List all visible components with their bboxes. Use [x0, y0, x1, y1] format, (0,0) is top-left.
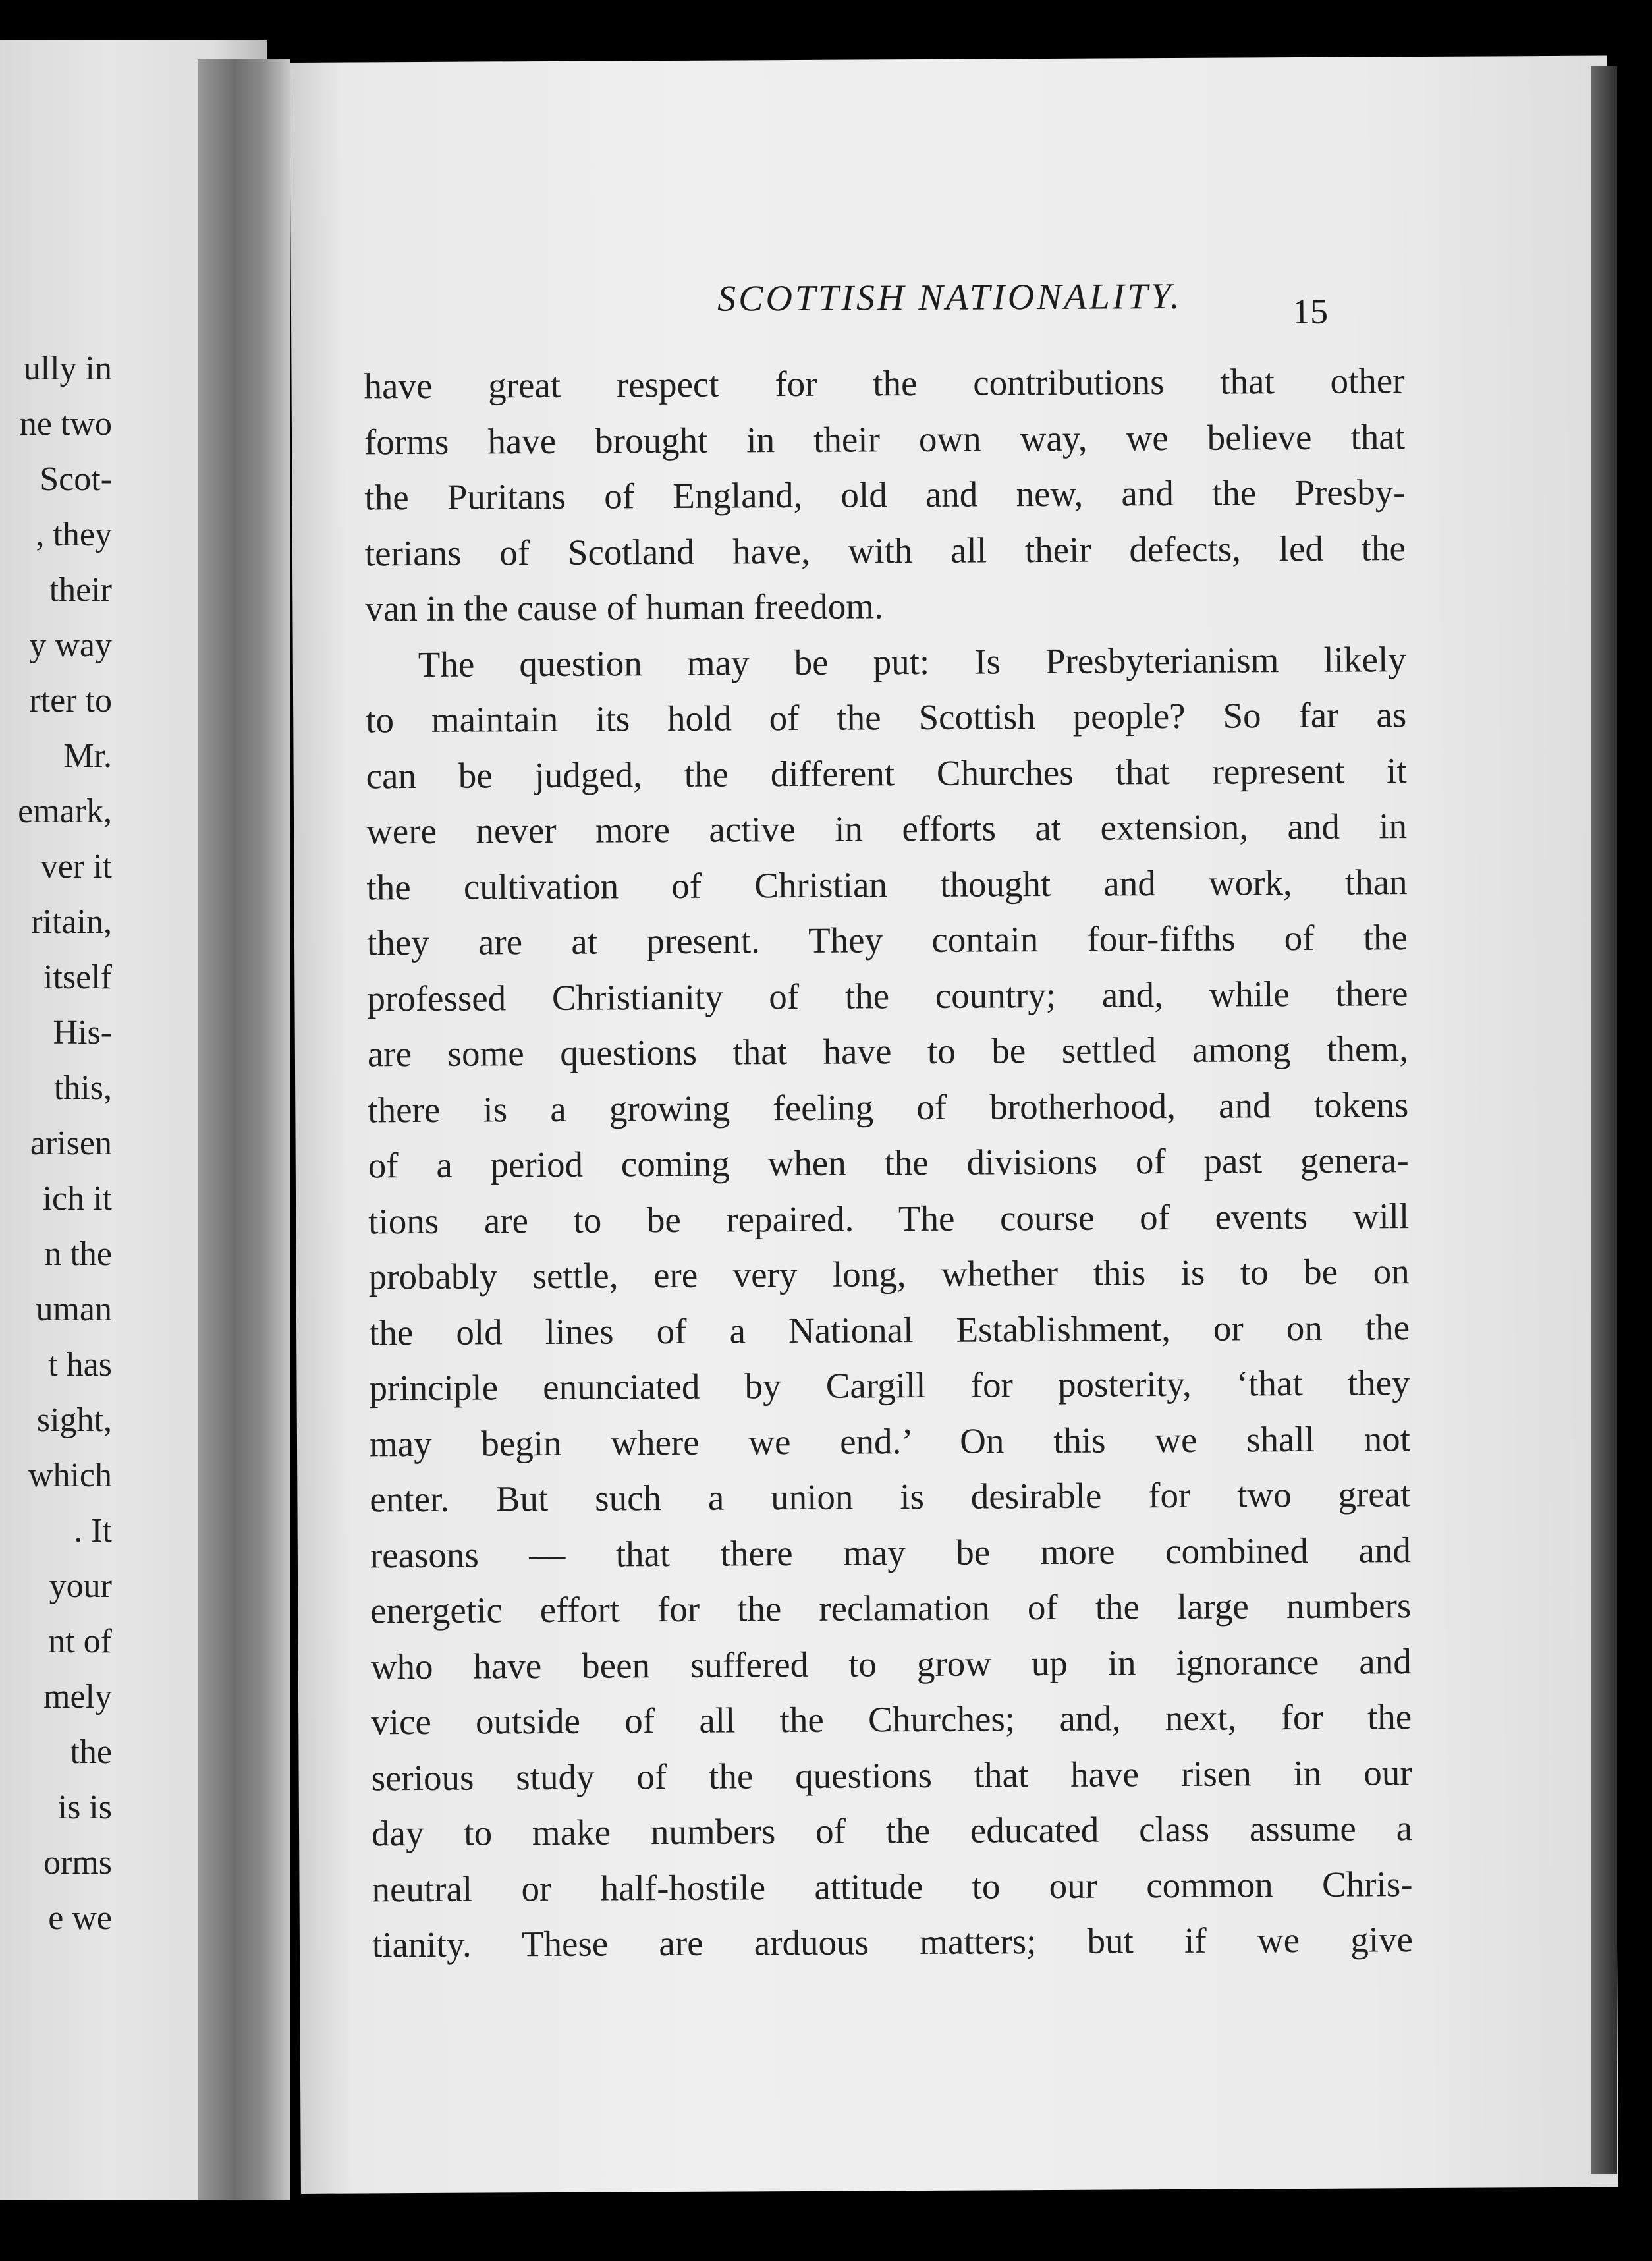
page-edge: [1591, 66, 1617, 2174]
left-page-line: uman: [36, 1291, 112, 1328]
body-line: are some questions that have to be settled among them,: [367, 1028, 1409, 1075]
body-line: principle enunciated by Cargill for posterity, ‘that they: [369, 1362, 1410, 1409]
left-page-line: ich it: [42, 1180, 112, 1217]
body-line: of a period coming when the divisions of past genera-: [368, 1140, 1409, 1186]
body-line: neutral or half-hostile attitude to our common Chris-: [372, 1863, 1413, 1909]
page-number: 15: [1292, 291, 1329, 332]
left-page-line: is is: [57, 1789, 112, 1826]
body-line: enter. But such a union is desirable for two great: [370, 1474, 1411, 1520]
left-page-line: ver it: [40, 848, 112, 885]
left-page-line: y way: [29, 627, 112, 664]
left-page-line: orms: [43, 1844, 112, 1882]
left-page-line: , they: [36, 516, 112, 553]
body-line: terians of Scotland have, with all their defects, led the: [364, 527, 1406, 573]
left-page-line: sight,: [36, 1401, 112, 1439]
book-gutter: [198, 59, 290, 2200]
body-line: The question may be put: Is Presbyterianism likely: [418, 638, 1406, 684]
left-page-line: . It: [74, 1512, 112, 1549]
left-page-line: emark,: [18, 793, 112, 830]
left-page-line: t has: [48, 1346, 112, 1383]
body-line: to maintain its hold of the Scottish people? So far as: [366, 694, 1407, 740]
body-line: there is a growing feeling of brotherhood, and tokens: [368, 1084, 1409, 1130]
body-line: energetic effort for the reclamation of the large numbers: [370, 1585, 1412, 1631]
left-page-line: their: [49, 571, 112, 609]
left-page-line: Scot-: [40, 461, 112, 498]
body-line: tions are to be repaired. The course of events will: [368, 1195, 1410, 1241]
left-page-line: arisen: [30, 1125, 112, 1162]
body-line: the cultivation of Christian thought and work, than: [366, 861, 1408, 907]
body-line: were never more active in efforts at extension, and in: [366, 806, 1408, 852]
body-line: serious study of the questions that have risen in our: [371, 1752, 1412, 1798]
running-head: SCOTTISH NATIONALITY.: [717, 275, 1182, 320]
body-line: they are at present. They contain four-fifths of the: [366, 917, 1408, 963]
body-line: who have been suffered to grow up in ignorance and: [370, 1640, 1412, 1687]
left-page-line: your: [49, 1567, 112, 1605]
body-line: the Puritans of England, old and new, and the Presby-: [364, 472, 1406, 518]
body-line: probably settle, ere very long, whether this is to be on: [368, 1251, 1410, 1297]
left-page-text: [0, 341, 112, 1946]
left-page-line: ne two: [19, 405, 112, 443]
left-page-line: e we: [48, 1899, 112, 1937]
left-page-line: itself: [43, 959, 112, 996]
body-line: reasons — that there may be more combined and: [370, 1529, 1412, 1575]
left-page-line: mely: [43, 1678, 112, 1716]
left-page-line: this,: [53, 1069, 112, 1107]
body-line: tianity. These are arduous matters; but if we give: [372, 1919, 1414, 1965]
left-page-line: the: [70, 1733, 112, 1771]
left-page-line: His-: [53, 1014, 112, 1051]
right-page: [290, 56, 1618, 2194]
body-line: can be judged, the different Churches that represent it: [366, 750, 1407, 796]
left-page-line: Mr.: [63, 737, 112, 775]
left-page-line: rter to: [29, 682, 112, 719]
body-line: vice outside of all the Churches; and, next, for the: [371, 1696, 1412, 1743]
body-line: have great respect for the contributions that other: [364, 360, 1405, 406]
body-line: professed Christianity of the country; and, while there: [367, 972, 1408, 1019]
left-page-line: ritain,: [31, 903, 112, 941]
body-line: the old lines of a National Establishment, or on the: [368, 1306, 1410, 1353]
body-line: van in the cause of human freedom.: [365, 586, 884, 629]
body-text: [364, 353, 1413, 1973]
body-line: forms have brought in their own way, we believe that: [364, 416, 1406, 462]
body-line: day to make numbers of the educated class assume a: [371, 1808, 1413, 1854]
left-page-line: which: [28, 1457, 112, 1494]
left-page-line: nt of: [48, 1623, 112, 1660]
body-line: may begin where we end.’ On this we shall not: [369, 1418, 1411, 1464]
left-page-line: ully in: [23, 350, 112, 387]
left-page-line: n the: [44, 1235, 112, 1273]
